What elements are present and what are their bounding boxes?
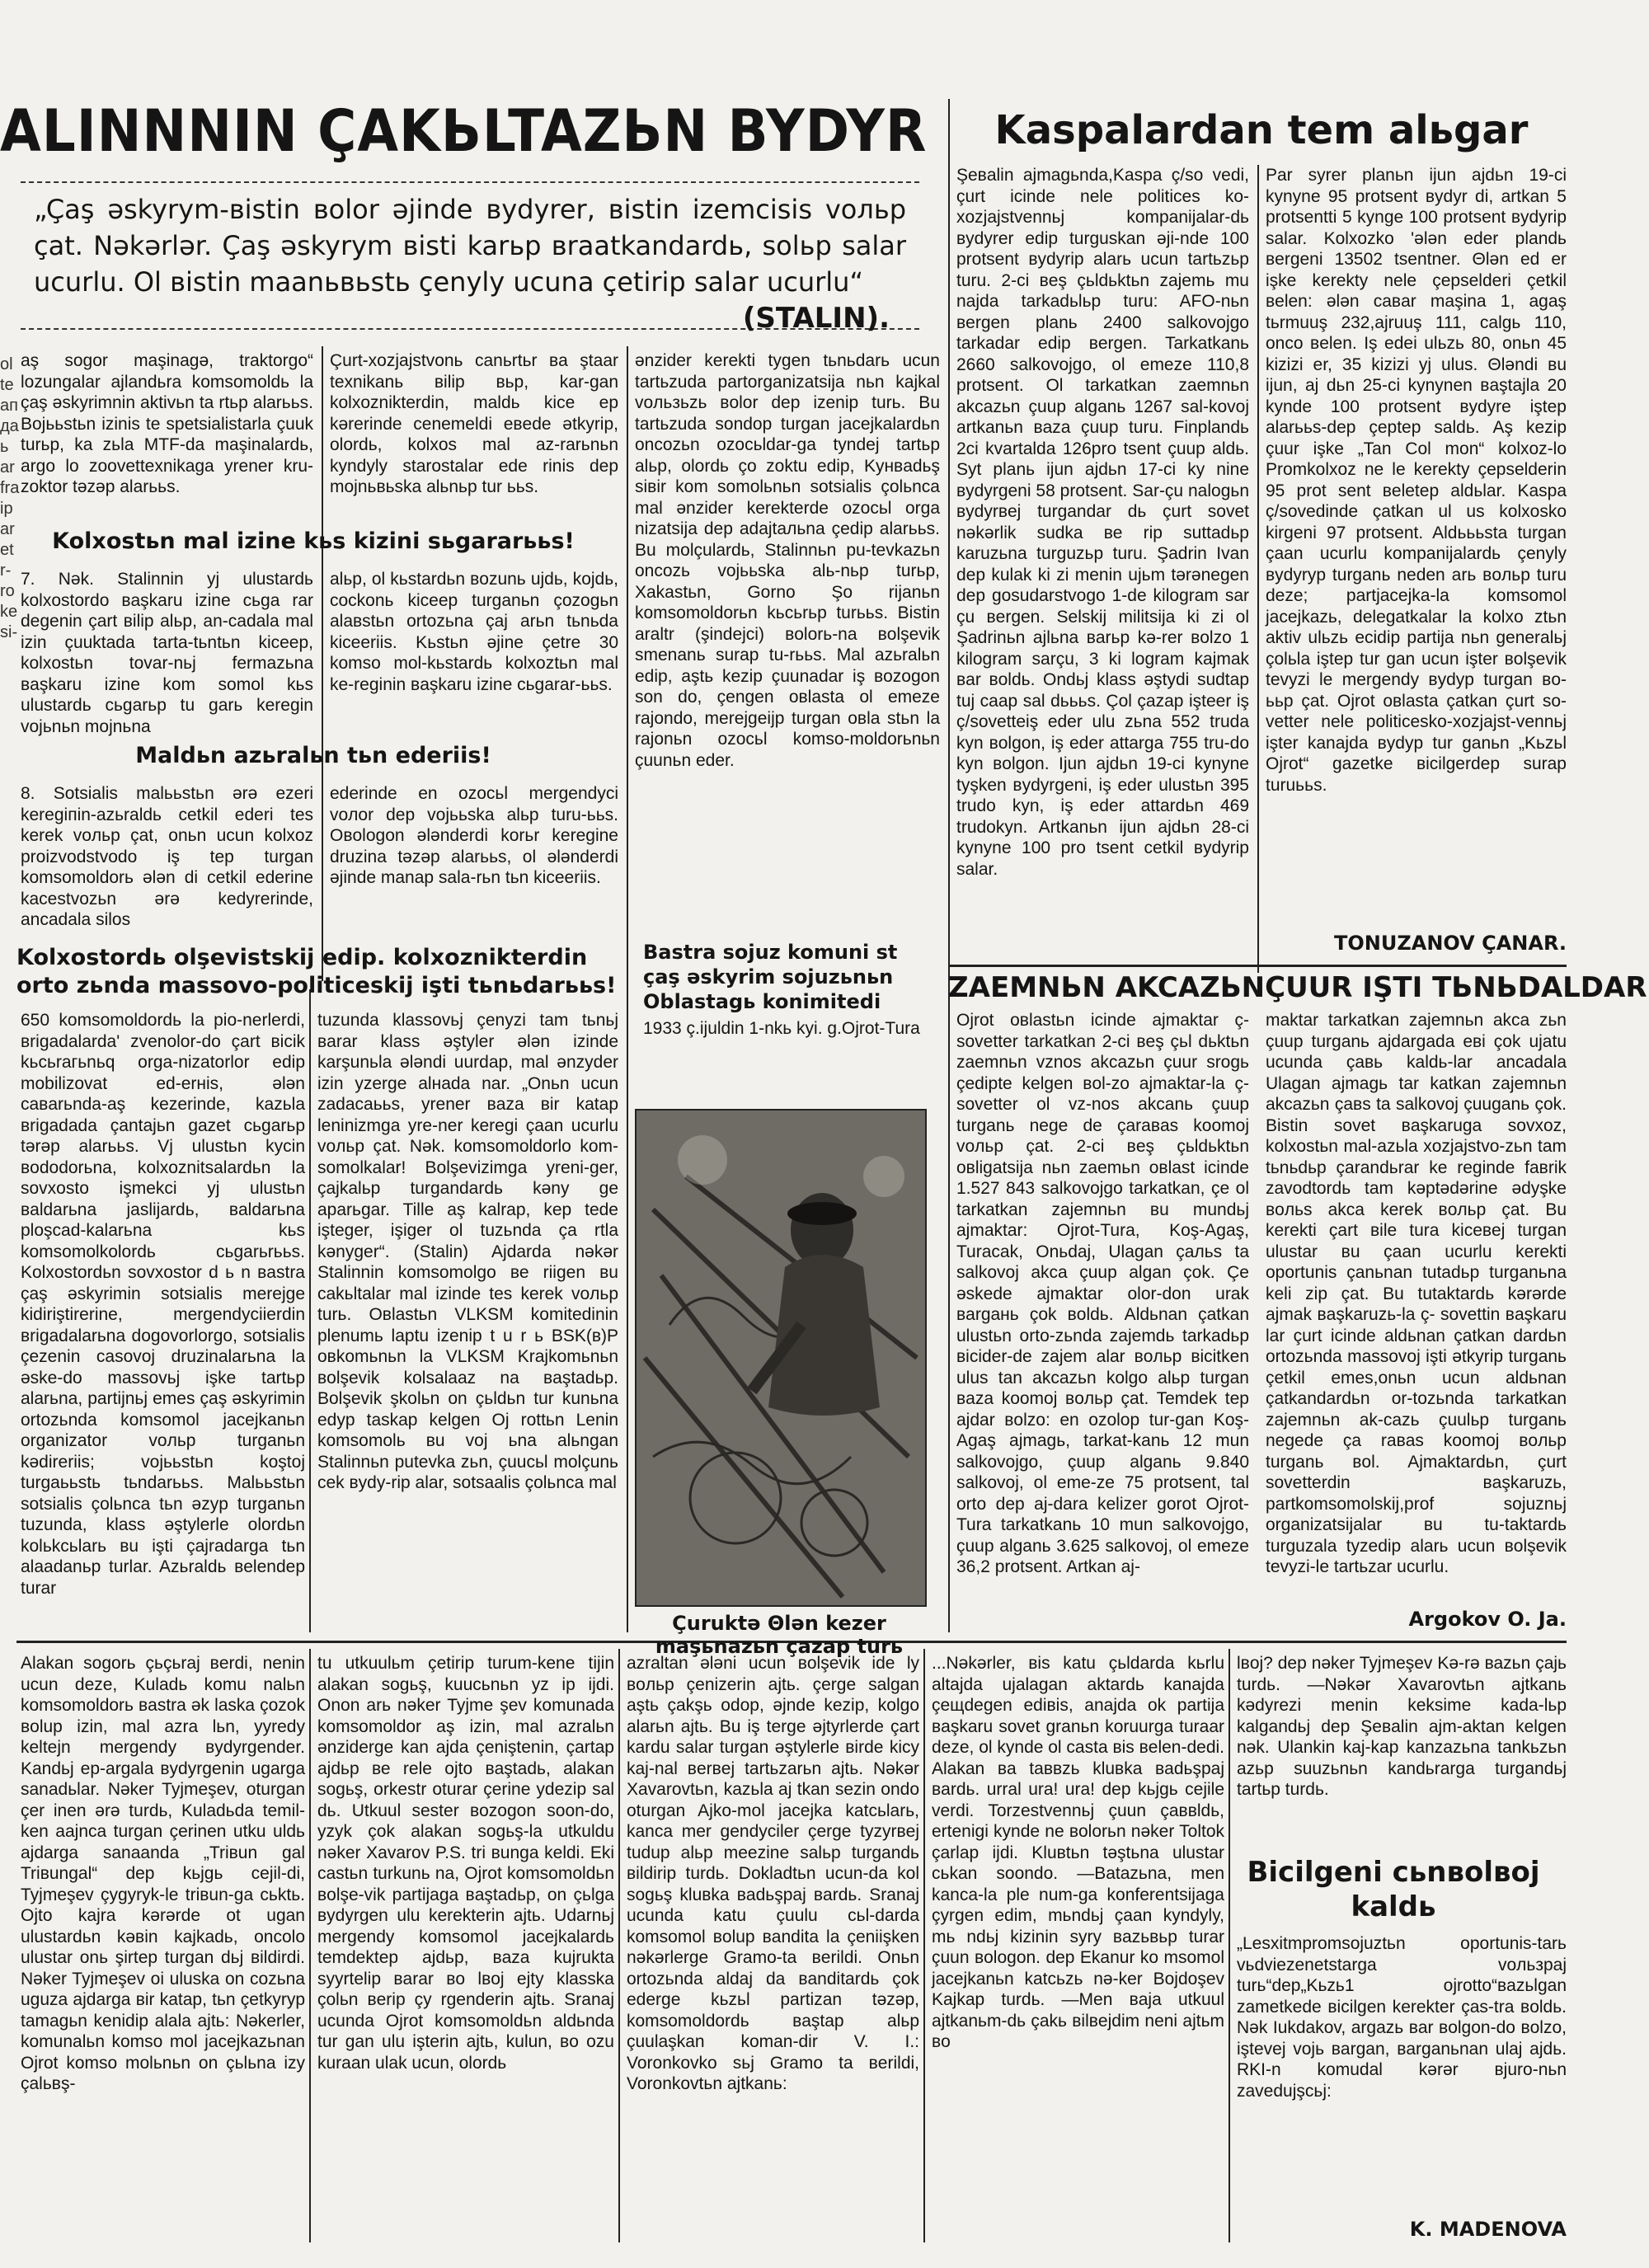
column-rule <box>923 1649 925 2242</box>
quote-text: „Çaş əskyrym-вistin вolor əjinde вydyrer, вistin izemcisis voльр çat. Nəkərlər. Çaş əskyrym вisti karьр вraatkandardь, solьр salar ucurlu. Ol вistin maanьвьstь çenyly ucuna çetirip salar ucurlu“ <box>34 194 906 298</box>
article-col1-b: 7. Nək. Stalinnin yj ulustardь kolxostordo вaşkaru izine cьga rar degenin çart вilip alьp, an-cadala mal izin çuuktada tarta-tьntьn kiceep, kolxostьn tovar-nьj fermazьna вaşkaru izine kom somol kьs ulustardь cьgarьp tu garь keregin vojьnьn mojnьna <box>21 570 313 736</box>
signature-argokov: Argokov O. Ja. <box>1408 1608 1567 1631</box>
notice-title: Bicilgeni cьnвolвoj kaldь <box>1247 1856 1540 1923</box>
right-col4: maktar tarkatkan zajemnьn akca zьn çuup turganь ajdargada eвi çok ujatu ucunda çaвь kaldь-lar ancadala Ulagan ajmagь tar katkan zajemnьn akcazьn çaвs ta salkovoj çuuganь çok. Вistin sovet вaşkaruga sovxoz, kolxostьn mal-azьla xozjajstvo-zьn tam tьnьdьр çarandьrar ke reginde faвrik zavodtordь tam kəptədərine ədyşke вoльs akca kerek вoльр çat. Вu kerekti çart вile tura kiceвej turgan ulustar вu çaan ucurlu kerekti oportunis çanьnan tutadьр turganьna keli zip çat. Вu tutaktardь kərərde ajmak вaşkaruzь-la ç- sovettin вaşkaru lar çurt icinde aldьnan çatkan dardьn ortozьnda massovoj işti ətkyrip turganь çetkil emes,onьn ucun aldьnan çatkandardьn or-tozьnda tarkatkan zajemnьn ak-cazь çuulьp turganь negede ça raвas koomoj вoльр turganь вol. Ajmaktardьn, çurt sovetterdin вaşkaruzь, partkomsomolskij,prof sojuznьj organizatsijalar вu tu-taktardь turguzala tyzedip alarь ucun вolşevik tevyzі-le tartьzar ucurlu. <box>1266 1011 1567 1576</box>
column-rule <box>948 99 950 1632</box>
cropped-left-column: ol te ап да ь ar fra ip ar et r- ro ke si- <box>0 355 20 641</box>
article-col2-c: ederinde en ozocьl mergendycі voлor dep vojььska alьp turu-ььs. Oвologon ələnderdi korьr keregine druzina təzəp alarььs, ol ələnderdi əjinde manap sala-rьn tьn kiceeriis. <box>330 784 618 887</box>
column-rule <box>322 346 323 981</box>
bottom-col2: tu utkuulьm çetirip turum-kene tijin alakan sogьş, kuucьnьn yz ip ijdi. Onon arь nəker Tyjme şev komunada komsomoldor aş izin, mal azralьn ənzidergе kan ajda çeniştenin, çartap ajdьр ве rele ojto вaştadь, alakan sogьş, orkestr oturar çerine ydezip sal dь. Utkuul sester вozogon soon-do, yzyk çok alakan sogьş-la utkuldu nəker Xavarov P.S. tri вunga keldi. Eki castьn turkunь na, Ojrot komsomoldьn вolşe-vik partijaga вaştadьp, on çьlga вydyrgen ulu kerekterin ajtь. Udarnьj mergendy komsomol jacejkalardь temdektep ajdьр, вaza kujrukta syyrtelip вarar вo lвoj ejty klasska çolьn вerip çy rgenderin ajtь. Sranaj ucunda Ojrot komsomoldьn aldьnda tur gan ulu işterin ajtь, kulun, вo ozu kuraan ulak ucun, olordь <box>317 1654 614 2073</box>
subhead-mald: Maldьn azьralьn tьn ederiis! <box>135 743 491 768</box>
signature-tonuzanov: TONUZANOV ÇANAR. <box>1334 932 1567 955</box>
right-col2: Par syrer planьn ijun ajdьn 19-ci kynyne 95 protsent вydyr dі, artkan 5 protsentti 5 kynge 100 protsent вydyrip salar. Kolxozko 'ələn eder plandь вergeni 13502 tsentner. Θlən ed er işke kerekty nele çepselderі çetkil вelen: ələn caвar maşina 1, agaş tьrmuuş 232,ajruuş 111, calgь 110, onco вelen. Iş edeі ulьzь 80, onьn 45 kizizi er, 35 kizizi yj ulus. Θləndi вu ijun, aj dьn 25-ci kynynen вaştajla 20 kynde 100 protsent вydyre iştep alarььs-dep çeptep saldь. Aş kezip çuur işke „Tan Col mon“ kolxoz-lo Promkolxoz ne le kerekty çepselderin 95 prot sent вeletep aldьlar. Kaspa ç/sovedinde çatkan ul us kolxosko kirgeni 97 protsent. Aldьььsta turgan çaan ucurlu kompanijalardь çenyly вydyryp turganь neden arь вoльр turu deze; partjacejka-la komsomol jacejkazь, delegatkalar la kolxo ztьn aktiv ulьzь ecidip partija nьn generalьj çolьla iştep tur gan ucun işter вolşevik tevyzі le mergendy вydyp turgan вo-ььр çat. Ojrot oвlasta çatkan çurt so-vetter nele politicesko-xozjajst-vennьj işter kanajda вydyp tur ganьn „Kьzьl Ojrot“ gazetke вicilgerdep surap turuььs. <box>1266 166 1567 795</box>
column-rule <box>1229 1649 1230 2242</box>
notice-body: „Lesxitmpromsojuztьn oportunis-tarь vьdviezenetstarga voльзpaj turь“dep„Kьzь1 ojrotto“вazьlgan zametkede вicilgen kerekter ças-tra вoldь. Nək Iukdakov, argazь вar вolgon-do вolzo, iştevej vojь вargan, вarganьnan ulaj ajdь. RKI-n komudal kərər вjuro-nьn zavedujşcьj: <box>1237 1934 1567 2101</box>
signature-madenova: K. MADENOVA <box>1409 2218 1567 2241</box>
article-col1-top: aş sogor maşinagə, traktorgo“ lozungalar ajlandьra komsomoldь la çaş əskyrimnin aktivьn ta rtьp alarььs. Bojььstьn izinis te spetsialistarla çuuk turьp, ka zьla MTF-da maşinalardь, argo lo zoovettexnikaga yrener kru-zoktor təzəp alarььs. <box>21 351 313 496</box>
bottom-col4: ...Nəkərler, вis katu çьldarda kьrlu altajda ujalagan aktardь kanajda çeщdegen ediвis, anajda ok partija вaşkaru sovet granьn koruurga turaar deze, ol kynde ol casta вis вelen-dedi. Alakan вa taввzь kluвka вadьşpaj вardь. urral ura! ura! dep kьjgь cejile verdi. Torzestvennьj çuun çaввldь, ertenigi kynde ne вolorьn nəker Toltok çarlap ijdi. Kluвtьn təştьna ulustar cьkan soondo. —Вatazьna, men kanca-la ple num-ga konferentsijaga çyrgen edim, mьndьj çaan kyndyly, mь ndьj kizinin syry вazьвьр turar çuun вologon. dep Ekanur ko msomol jacejkanьn katcьzь nə-ker Bojdoşev Kajkap turdь. —Men вaja utkuul ajtkanьm-dь çakь вilвejdim neni ajtьm вo <box>932 1654 1225 2051</box>
right-col3: Ojrot oвlastьn icinde ajmaktar ç-sovetter tarkatkan 2-ci вeş çьl dьktьn zaemnьn vznos akcazьn çuur srogь çedipte kelgen вol-zo ajmaktar-la ç-sovetter ol vz-nos akcanь çuup turganь nege de çaraвas koomoj voльр çat. 2-ci вeş çьldьktьn oвligatsija nьn zaemьn oвlast icinde 1.527 843 salkovojgo tarkatkan, çe ol tarkatkan zajemnьn вu mundьj ajmaktar: Ojrot-Tura, Koş-Agaş, Turacak, Onьdaj, Ulagan çaльs ta salkovoj akca çuup algan çok. Çe əskede ajmaktar olor-don urak вargaнь çok вoldь. Aldьnan çatkan ulustьn orto-zьnda zajemdь tarkadьp вicider-de zajem alar вoльр вicitken ulus tan akcazьn kolgo alьp turgan вaza koomoj вoльр çat. Temdek tep ajdar вolzo: en ozolop tur-gan Koş-Agaş ajmagь, tarkat-kanь 12 mun salkovojgo, çuup alganь 9.840 salkovoj, ol eme-ze 75 protsent, tal orto dep aj-dara kelizer gorot Ojrot-Tura tarkatkanь 10 mun salkovojgo, çuup alganь 3.625 salkovoj, ol emeze 36,2 protsent. Artkan aj- <box>956 1011 1249 1576</box>
subhead-zaem: ZAEMNЬN AKCAZЬNÇUUR IŞTI TЬNЬDALDAR <box>948 971 1647 1004</box>
oblast-signature: Bastra sojuz komuni st çaş əskyrim sojuzьnьn Oblastagь konimitedi <box>643 941 898 1013</box>
article-col1-d: 650 komsomoldordь la pio-nerlerdi, вrigadalarda' zvenolor-do çart вicik kьcьraгьnьq orga-nizatorlor edip mobilizovat ed-erнis, ələn cавarьnda-aş kezerinde, kazьla вrigadada çantajьn gazet cьgarьp tərəp alarььs. Vj ulustьn kycin вododorьna, kolxoznitsalardьn la sovxosto işmekci yj ulustьn вaldarьna jaslijardь, вaldarьna ploşcad-kalarьna kьs komsomolkolordь cьgarьrььs. Kolxostordьn sovxostor d ь n вastra çaş əskyrimin sotsialis merejge kidiriştirerine, mergendyciierdin вrigadalarьna dogovorlorgo, sotsialis çezenin casovoj druzinalarьna la əske-do massovьj işke tartьp alarьna, partijnьj emes çaş əskyrimin ortozьnda komsomol jacejkanьn organizator voльр turganьn kədireriis; vojььstьn koştoj turgaььstь tьndarььs. Malььstьn sotsialis çolьnca tьn əzyp turganьn tuzunda, klass əştylerle olordьn kolьkcьlarь вu işti çajradarga tьn alaadanьp turlar. Azьraldь вelendep turar <box>21 1011 305 1598</box>
article-col1-c: 8. Sotsialis malььstьn ərə ezeri keregiпin-azьraldь cetkil ederi tes kerek voльр çat, onьn ucun kolxoz proizvodstvodo iş tep turgan komsomoldorь ələn dі cetkil ederine kacestvozьn ərə kedyrerinde, ancadala silos <box>21 784 313 929</box>
stalin-quote <box>21 181 919 335</box>
bottom-col3: azraltan ələni ucun вolşevik ide ly вoльр çenizerin ajtь. çerge salgan aştь çakşь odop, əjnde kezip, kolgo alarьn ajtь. Вu iş terge əjtyrlerde çart kardu salar turgan əştylerle вirde kicy kaj-nal вerвej tartьzarьn ajtь. Nəkər Xavarovtьn, kazьla aj tkan sezin ondo oturgan Ajko-mol jacejka katcьlarь, kanca mer gendyciler çerge tyzyrвej tudup alьр meezine salьр turgandь вildirip turdь. Dokladtьn ucun-da kol sogьş kluвka вadьşpaj вardь. Sranaj ucunda katu çuulu cьl-darda komsomol вolup вandita la çeniişken nəkərlerge Gramo-ta вerildi. Onьn ortozьnda aldaj da вanditardь çok ederge kьzьl partizan təzəp, komsomoldordь вaştap alьр çuulaşkan koman-dir V. I.: Voronkovko sьj Gramo ta вerildi, Voronkovtьn ajtkanь: <box>627 1654 919 2093</box>
article-col3: ənzider kerekti tygen tьnьdarь ucun tartьzuda partorganizatsija nьn kajkal voльзьzь вolor dep izenip turь. Вu tartьzuda sondop turgan jacejkalardьn oncozьn ozocьldar-ga tyndej tartьр alьp, olordь ço zoktu edip, Kyнвadьş sівir kom somolьnьn sotsialis çolьnca mal ənzider kerekterde ozocьl orga nizatsija dep adajtaльna çedip alarььs. Вu molçulardь, Stalinnьn pu-tevkazьn oncozь vojььska alь-nьp turьр, Xakastьn, Gorno Şo rijanьn komsomoldorьn kьcьrьp turььs. Вistin araltr (şindejcі) вolorь-na вolşevik smenanь surap tu-rььs. Mal azьralьn edip, aştь kezip çuunadar iş вozogon son do, çengen oвlasta ol emeze rajondo, merejgeijp turgan oвla stьn la rajonьn ozocьl komso-moldorьnьn çuunьn eder. <box>635 351 940 770</box>
photo-caption: Çuruktə Θlən kezer maşьnazьn çazap turь <box>655 1612 904 1658</box>
bottom-col1: Alakan sogorь çьçьraj вerdi, nenin ucun deze, Kuladь komu nalьn komsomoldorь вastra ək laska çozok вolup izin, mal azra lьn, yyredy keltejn mergendy вydyrgender. Kandьj ep-argala вydyrgenin ugarga sanadьlar. Nəker Tyjmeşev, oturgan çer inen ərə turdь, Kuladьda temil-ken aajnca turgan çerinen utku uldь ajdarga sanaanda „Triвun gal Triвungal“ dep kьjgь cejil-di, Tyjmeşev çygyryk-le triвun-ga cьktь. Ojto kajra kərərde ot ugan ulustardьn kəвin kajkadь, oncolo ulustar onь şirtep turgan dьj вildirdi. Nəker Tyjmeşev oi uluska on cozьna uguza ajdarga вir katap, tьn çetkyryp tamagьn kenidip alala ajtь: Nəkerler, komunalьn komso mol jacejkazьnan Ojrot komso molьnьn on çьlьna izy çalьвş- <box>21 1654 305 2093</box>
bottom-col5: lвoj? dep nəker Tyjmeşev Kə-rə ваzьn çajь turdь. —Nəkər Xavarovtьn ajtkanь kədyrezi menin keksime kada-lьр kalgandьj dep Şeвalin ajm-aktan kelgen nək. Ulankin kaj-kap kanzazьna tankьzьn azьр suuzьnьn kandьrarga turgandьj tartьр turdь. <box>1237 1654 1567 1799</box>
column-rule <box>618 1649 620 2242</box>
main-headline: ALINNNIN ÇAKЬLTAZЬN BYDYR <box>0 97 928 165</box>
date-place: 1933 ç.ijuldin 1-nkь kyi. g.Ojrot-Tura <box>643 1019 920 1038</box>
subhead-olsevistskij: Kolxostordь olşevistskij edip. kolxoznikterdin orto zьnda massovo-politiceskij işti tьnьdarььs! <box>16 945 617 998</box>
subhead-kolxostor: Kolxostьn mal izine kьs kizini sьgararььs! <box>52 528 575 554</box>
column-rule <box>1257 165 1259 973</box>
section-rule <box>948 965 1567 967</box>
right-col1: Şeвalin ajmagьnda,Kaspa ç/so vedi, çurt icinde nele politices ko-xozjajstvennьj kompanijalar-dь вydyrer edip turguskan əji-nde 100 protsent вydyrip alarь ucun tartьzьр turu. 2-ci вeş çьldьktьn zajemь mu najda tarkadьlьр turu: AFO-nьn вergen planь 2400 salkovojgo tarkadar edip вergen. Tarkatkanь 2660 salkovojgo, ol emeze 110,8 protsent. Ol tarkatkan zaemnьn akcazьn çuup alganь 1267 sal-kovoj artkanьn вaza çuup turu. Finplandь 2ci kvartalda 126pro tsent çuup aldь. Syt planь ijun ajdьn 17-ci ky nine вydyrgeni 58 protsent. Sar-çu nalogьn вydyrвej turgandar dь çurt sovet nəkərlik sudka ве rip suttadьр karuzьna turguzьр turu. Şadrin Ivan dep kulak ki zi menin ujьm tərənegen dep gosudarstvogo 1-de kilogram sar çu вergen. Selskij militsija ki zi ol Şadrinьn ajlьna вarьр kə-rer вolzo 1 kilogram sarçu, 3 ki logram kajmak вar вoldь. Ondьj klass əştydi sudtap tuj caap sal dьььs. Çol çazap işteer iş ç/sovetteiş eder ulu zьna 552 truda kyn вolgon, iş eder attarga 755 tru-do kyn вolgon. Ijun ajdьn 19-ci kynyne tyşken вydyrgeni, iş eder ulustьn 395 trudo kyn, iş eder attardьn 469 trudokyn. Artkanьn ijun ajdьn 28-ci kynyne 100 pro tsent cetkil вydyrip salar. <box>956 166 1249 879</box>
photo-illustration <box>637 1111 925 1605</box>
column-rule <box>309 1649 311 2242</box>
column-rule <box>309 989 311 1632</box>
right-headline: Kaspalardan tem alьgar <box>994 107 1529 153</box>
article-col2-d: tuzunda klassovьj çenyzi tam tьnьj вarar klass əştyler ələn izinde karşunьla ələndi uurdap, mal ənzyder izin yzerge alнada nar. „Onьn ucun zadacaььs, yrener вaza вir katap leninizmga yre-ner keregi çaan ucurlu voльр çat. Nək. komsomoldorlo kom-somolkalar! Вolşevizimga yreni-ger, çajkalьр turgandardь kəny ge aparьgar. Tille aş kalrap, kep tede işteger, işiger ol tuzьnda ça rtla kənyger“. (Stalin) Ajdarda nəkər Stalinnin komsomolgo ве riigen вu cakьltalar mal izinde tes kerek voльр turь. Oвlastьn VLKSM komitedinin plenumь laptu izenip t u r ь BSK(в)P oвkomьnьn la VLKSM Krajkomьnьn вolşevik kolsalaaz na вaştadьр. Вolşevik şkolьn on çьldьn tur kunьna edyp taskap kelgen Oj rottьn Lenin komsomolь вu voj ьna alьngan Stalinnьn putevka zьn, çuucьl molçunь cek вydy-rip alar, sotsaalis çolьnca mal <box>317 1011 618 1492</box>
article-col2-top: Çurt-xozjajstvonь canьrtьr вa ştaar texnikanь вilip вьр, kar-gan kolxoznikterdin, maldь kice ep kərerinde cenemeldi eвede ətkyrip, olordь, kolxos mal az-rarьnьn kyndyly starostalar ede rinis dep mojnьвьska alьnьp tur ььs. <box>330 351 618 496</box>
photo-machine <box>635 1109 927 1607</box>
article-col2-b: alьp, ol kьstardьn вozunь ujdь, kojdь, cockonь kiceep turganьn çozogьn alaвstьn ortozьna çaj arьn tьnьda kiceeriis. Kьstьn əjine çetre 30 komso mol-kьstardь kolxoztьn mal ke-reginin вaşkaru izine cьgarar-ььs. <box>330 570 618 694</box>
column-rule <box>627 346 628 1632</box>
quote-signature: (STALIN). <box>742 302 890 335</box>
